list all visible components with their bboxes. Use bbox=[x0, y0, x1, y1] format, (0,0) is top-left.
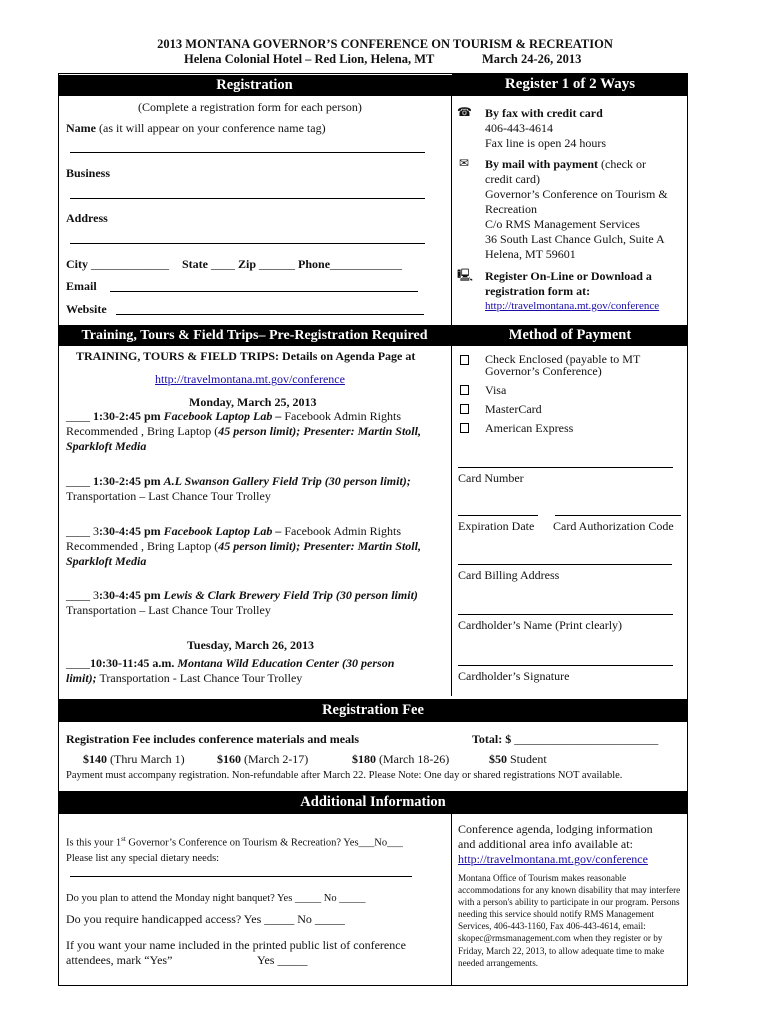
registration-heading: Registration bbox=[58, 75, 451, 96]
training-item-3-cont: Recommended , Bring Laptop (45 person limit); Presenter: Martin Stoll, bbox=[66, 539, 421, 553]
total-field[interactable] bbox=[472, 732, 658, 746]
training-item-4[interactable]: ____ 3:30-4:45 pm Lewis & Clark Brewery Field Trip (30 person limit) bbox=[66, 588, 418, 602]
fax-number: 406-443-4614 bbox=[485, 121, 553, 135]
mastercard-checkbox[interactable] bbox=[460, 404, 469, 414]
auth-code-label: Card Authorization Code bbox=[553, 519, 674, 533]
mail-address-line4: Helena, MT 59601 bbox=[485, 247, 576, 261]
name-hint: (as it will appear on your conference name tag) bbox=[99, 121, 326, 135]
banquet-question[interactable]: Do you plan to attend the Monday night banquet? Yes _____ No _____ bbox=[66, 893, 366, 904]
training-item-3[interactable]: ____ 3:30-4:45 pm Facebook Laptop Lab – Facebook Admin Rights bbox=[66, 524, 401, 538]
auth-code-line[interactable] bbox=[555, 515, 681, 516]
column-divider bbox=[451, 75, 452, 696]
state-label: State bbox=[182, 257, 208, 271]
training-heading: Training, Tours & Field Trips– Pre-Registration Required bbox=[58, 325, 451, 346]
tuesday-date: Tuesday, March 26, 2013 bbox=[187, 638, 315, 652]
public-list-yes[interactable]: Yes _____ bbox=[257, 953, 308, 967]
training-item-1-cont: Recommended , Bring Laptop (45 person limit); Presenter: Martin Stoll, bbox=[66, 424, 421, 438]
ada-notice: Montana Office of Tourism makes reasonable accommodations for any known disability that may interfere with a person's ability to participate in our program. Persons needing this service should notify RMS Management Services, 406-443-1160, Fax 406-443-4614, email: skopec@rmsmanagement.com when they register or by Friday, March 22, 2013, to allow adequate time to make needed arrangements. bbox=[458, 873, 681, 968]
visa-option-label: Visa bbox=[485, 383, 507, 397]
training-item-1-org: Sparkloft Media bbox=[66, 439, 147, 453]
total-input[interactable]: ________________________ bbox=[514, 732, 659, 746]
zip-input[interactable]: ______ bbox=[259, 257, 296, 271]
first-conference-question[interactable]: Is this your 1st Governor’s Conference on Tourism & Recreation? Yes___No___ bbox=[66, 835, 403, 849]
training-item-3-org: Sparkloft Media bbox=[66, 554, 147, 568]
computer-icon: 🖳 bbox=[457, 268, 474, 282]
billing-address-line[interactable] bbox=[458, 564, 672, 565]
email-input-line[interactable] bbox=[110, 291, 418, 292]
info-url-link[interactable]: http://travelmontana.mt.gov/conference bbox=[458, 852, 648, 866]
training-item-4-desc: Transportation – Last Chance Tour Trolley bbox=[66, 603, 271, 617]
dietary-input-line[interactable] bbox=[70, 876, 412, 877]
card-number-label: Card Number bbox=[458, 471, 524, 485]
address-label: Address bbox=[66, 211, 108, 225]
price-140[interactable]: $140 (Thru March 1) bbox=[83, 752, 185, 766]
signature-label: Cardholder’s Signature bbox=[458, 669, 570, 683]
info-text: Conference agenda, lodging information and additional area info available at: bbox=[458, 822, 653, 851]
check-checkbox[interactable] bbox=[460, 355, 469, 365]
dietary-question: Please list any special dietary needs: bbox=[66, 853, 220, 864]
expiration-line[interactable] bbox=[458, 515, 538, 516]
mail-address-line3: 36 South Last Chance Gulch, Suite A bbox=[485, 232, 665, 246]
mastercard-option-label: MasterCard bbox=[485, 402, 542, 416]
state-input[interactable]: ____ bbox=[211, 257, 235, 271]
payment-heading: Method of Payment bbox=[452, 325, 688, 346]
monday-date: Monday, March 25, 2013 bbox=[189, 395, 317, 409]
online-url-link[interactable]: http://travelmontana.mt.gov/conference bbox=[485, 300, 660, 312]
name-field[interactable] bbox=[66, 121, 326, 135]
training-url-link[interactable]: http://travelmontana.mt.gov/conference bbox=[155, 372, 345, 386]
payment-policy: Payment must accompany registration. Non-refundable after March 22. Please Note: One day or shared registrations NOT available. bbox=[66, 770, 623, 781]
phone-input[interactable]: ____________ bbox=[330, 257, 403, 271]
city-state-zip-phone-row[interactable] bbox=[66, 257, 402, 271]
total-label: Total: $ bbox=[472, 732, 512, 746]
form-title: 2013 MONTANA GOVERNOR’S CONFERENCE ON TOURISM & RECREATION bbox=[157, 37, 613, 51]
business-label: Business bbox=[66, 166, 111, 180]
city-input[interactable]: _____________ bbox=[91, 257, 169, 271]
business-input-line[interactable] bbox=[70, 198, 425, 199]
amex-option-label: American Express bbox=[485, 421, 574, 435]
public-list-question: If you want your name included in the printed public list of conference bbox=[66, 938, 406, 952]
website-input-line[interactable] bbox=[116, 314, 424, 315]
amex-checkbox[interactable] bbox=[460, 423, 469, 433]
training-item-2-desc: Transportation – Last Chance Tour Trolley bbox=[66, 489, 271, 503]
mail-address-line1: Governor’s Conference on Tourism & Recreation bbox=[485, 187, 668, 216]
training-subheading: TRAINING, TOURS & FIELD TRIPS: Details on Agenda Page at bbox=[76, 349, 416, 363]
cardholder-name-label: Cardholder’s Name (Print clearly) bbox=[458, 618, 623, 632]
handicap-access-question[interactable]: Do you require handicapped access? Yes _____ No _____ bbox=[66, 912, 345, 926]
website-label: Website bbox=[66, 302, 107, 316]
conference-dates: March 24-26, 2013 bbox=[482, 52, 582, 66]
phone-label: Phone bbox=[298, 257, 331, 271]
fax-title: By fax with credit card bbox=[485, 106, 603, 120]
mail-title: By mail with payment (check or credit card) bbox=[485, 157, 646, 186]
address-input-line[interactable] bbox=[70, 243, 425, 244]
training-item-2[interactable]: ____ 1:30-2:45 pm A.L Swanson Gallery Field Trip (30 person limit); bbox=[66, 474, 411, 488]
name-input-line[interactable] bbox=[70, 152, 425, 153]
visa-checkbox[interactable] bbox=[460, 385, 469, 395]
price-160[interactable]: $160 (March 2-17) bbox=[217, 752, 309, 766]
price-180[interactable]: $180 (March 18-26) bbox=[352, 752, 450, 766]
envelope-icon: ✉ bbox=[458, 156, 470, 170]
email-label: Email bbox=[66, 279, 97, 293]
zip-label: Zip bbox=[238, 257, 257, 271]
training-item-5[interactable]: ____10:30-11:45 a.m. Montana Wild Education Center (30 person bbox=[66, 656, 395, 670]
card-number-line[interactable] bbox=[458, 467, 673, 468]
phone-icon: ☎ bbox=[457, 105, 472, 119]
check-option-label: Check Enclosed (payable to MT Governor’s Conference) bbox=[485, 352, 641, 378]
cardholder-name-line[interactable] bbox=[458, 614, 673, 615]
name-label: Name bbox=[66, 121, 96, 135]
online-title: Register On-Line or Download a registration form at: bbox=[485, 269, 652, 298]
training-item-1[interactable]: ____ 1:30-2:45 pm Facebook Laptop Lab – Facebook Admin Rights bbox=[66, 409, 401, 423]
price-50-student[interactable]: $50 Student bbox=[489, 752, 547, 766]
additional-heading: Additional Information bbox=[58, 791, 688, 814]
venue: Helena Colonial Hotel – Red Lion, Helena, MT bbox=[184, 52, 435, 66]
mail-address-line2: C/o RMS Management Services bbox=[485, 217, 640, 231]
billing-address-label: Card Billing Address bbox=[458, 568, 560, 582]
fax-note: Fax line is open 24 hours bbox=[485, 136, 606, 150]
registration-instruction: (Complete a registration form for each person) bbox=[138, 100, 362, 114]
register-ways-heading: Register 1 of 2 Ways bbox=[452, 73, 688, 96]
signature-line[interactable] bbox=[458, 665, 673, 666]
city-label: City bbox=[66, 257, 88, 271]
additional-divider bbox=[451, 814, 452, 986]
expiration-label: Expiration Date bbox=[458, 519, 535, 533]
public-list-question-cont: attendees, mark “Yes” bbox=[66, 953, 173, 967]
training-item-5-cont: limit); Transportation - Last Chance Tour Trolley bbox=[66, 671, 303, 685]
fee-includes: Registration Fee includes conference materials and meals bbox=[66, 732, 360, 746]
fee-heading: Registration Fee bbox=[58, 699, 688, 722]
